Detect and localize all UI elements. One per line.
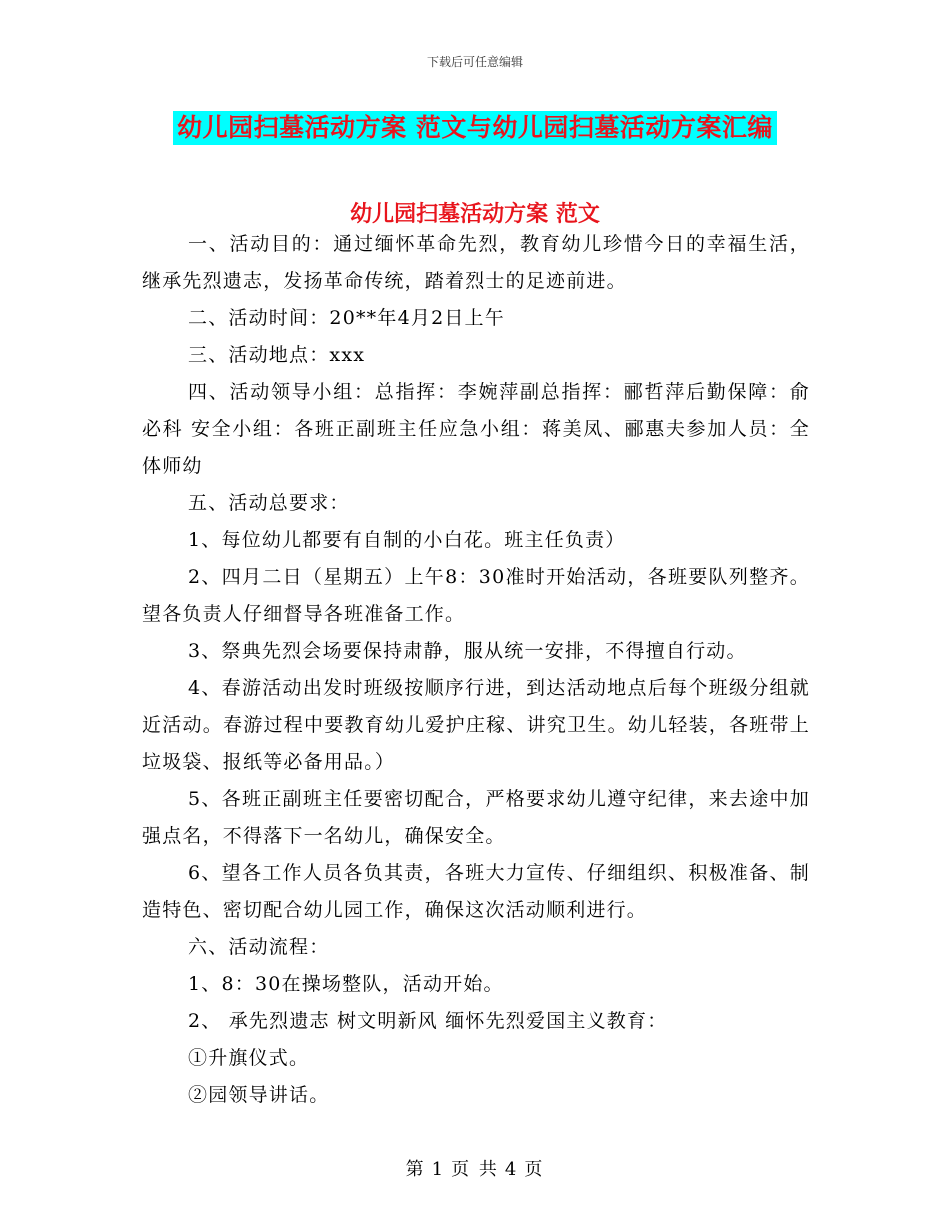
paragraph-requirement-5: 5、各班正副班主任要密切配合，严格要求幼儿遵守纪律，来去途中加强点名，不得落下一名幼儿，确保安全。: [142, 788, 810, 847]
paragraph-general-requirements: 五、活动总要求：: [188, 492, 350, 514]
document-body: [142, 226, 810, 1114]
current-page-number: 1: [431, 1159, 446, 1180]
total-page-count: 4: [504, 1159, 519, 1180]
paragraph-activity-time: 二、活动时间：20**年4月2日上午: [188, 307, 505, 329]
paragraph-activity-purpose: 一、活动目的：通过缅怀革命先烈，教育幼儿珍惜今日的幸福生活，继承先烈遗志，发扬革命传统，踏着烈士的足迹前进。: [142, 233, 810, 292]
main-title-container: [0, 111, 950, 145]
document-title: 幼儿园扫墓活动方案 范文与幼儿园扫墓活动方案汇编: [173, 111, 777, 145]
paragraph-process-2: 2、 承先烈遗志 树文明新风 缅怀先烈爱国主义教育：: [188, 1010, 668, 1032]
page-footer: [0, 1155, 950, 1181]
footer-middle: 页 共: [451, 1159, 499, 1180]
paragraph-activity-process: 六、活动流程：: [188, 936, 330, 958]
paragraph-requirement-6: 6、望各工作人员各负其责，各班大力宣传、仔细组织、积极准备、制造特色、密切配合幼儿园工作，确保这次活动顺利进行。: [142, 862, 810, 921]
paragraph-process-1: 1、8：30在操场整队，活动开始。: [188, 973, 504, 995]
footer-suffix: 页: [524, 1159, 545, 1180]
footer-prefix: 第: [405, 1159, 426, 1180]
section-title: 幼儿园扫墓活动方案 范文: [350, 202, 600, 227]
header-note: 下载后可任意编辑: [426, 55, 523, 69]
paragraph-leadership-group: 四、活动领导小组：总指挥：李婉萍副总指挥：郦哲萍后勤保障：俞必科 安全小组：各班正副班主任应急小组：蒋美凤、郦惠夫参加人员：全体师幼: [142, 381, 810, 477]
paragraph-flag-raising: ①升旗仪式。: [188, 1047, 310, 1069]
paragraph-activity-location: 三、活动地点：xxx: [188, 344, 366, 366]
paragraph-requirement-3: 3、祭典先烈会场要保持肃静，服从统一安排，不得擅自行动。: [188, 640, 747, 662]
paragraph-requirement-4: 4、春游活动出发时班级按顺序行进，到达活动地点后每个班级分组就近活动。春游过程中要教育幼儿爱护庄稼、讲究卫生。幼儿轻装，各班带上垃圾袋、报纸等必备用品。）: [142, 677, 810, 773]
paragraph-requirement-1: 1、每位幼儿都要有自制的小白花。班主任负责）: [188, 529, 626, 551]
paragraph-leader-speech: ②园领导讲话。: [188, 1084, 330, 1106]
paragraph-requirement-2: 2、四月二日（星期五）上午8：30准时开始活动，各班要队列整齐。望各负责人仔细督导各班准备工作。: [142, 566, 810, 625]
